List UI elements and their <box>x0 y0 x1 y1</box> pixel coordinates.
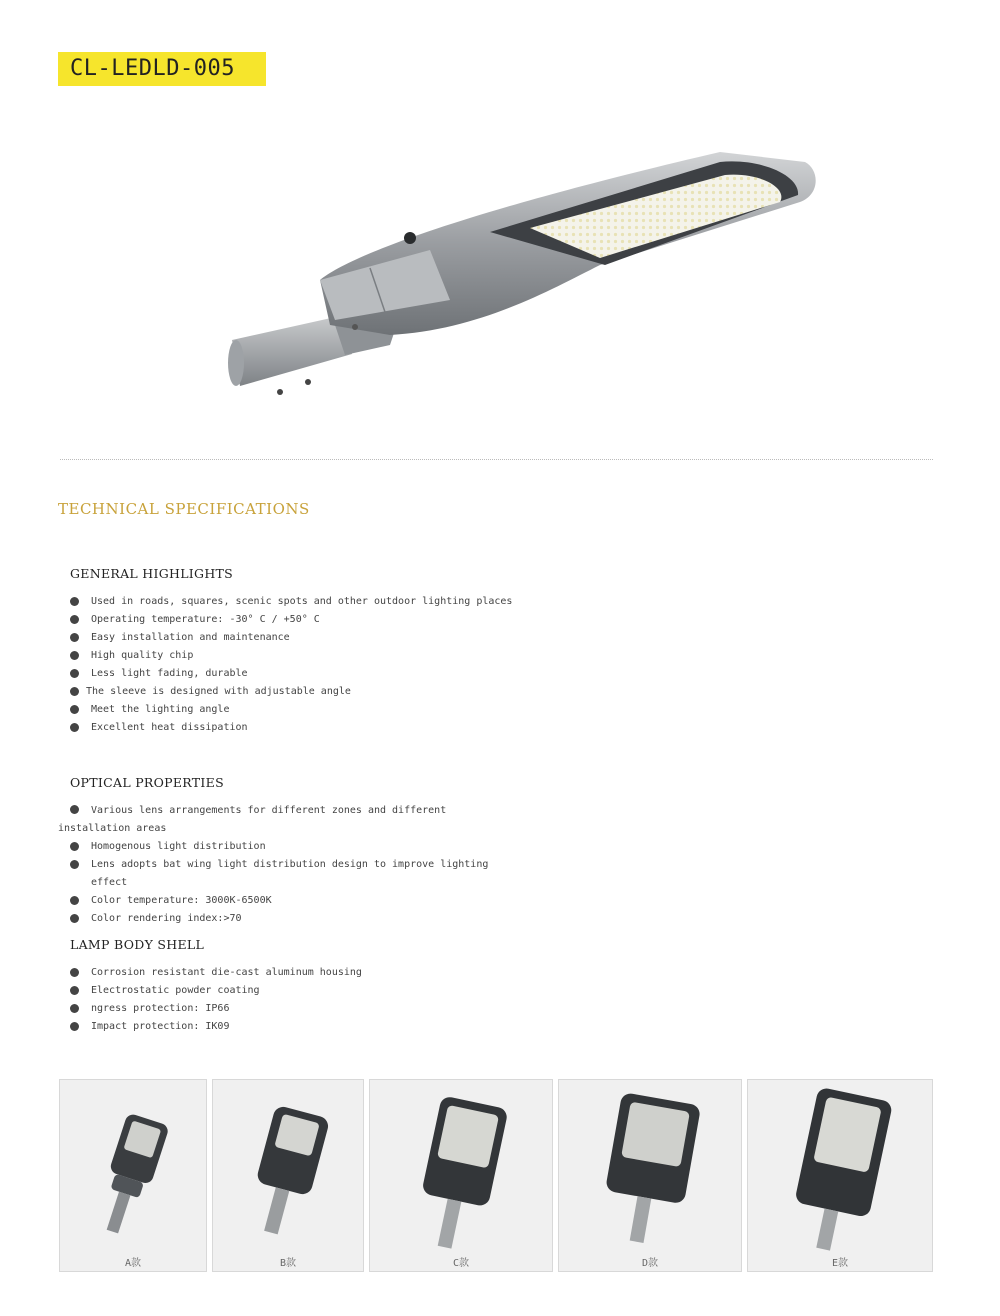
list-item: Used in roads, squares, scenic spots and other outdoor lighting places <box>70 593 530 611</box>
bullet-icon <box>70 687 79 696</box>
variant-e-label: E款 <box>831 1258 849 1269</box>
bullet-icon <box>70 705 79 714</box>
bullet-icon <box>70 669 79 678</box>
list-item: Excellent heat dissipation <box>70 719 530 737</box>
bullet-icon <box>70 986 79 995</box>
bullet-icon <box>70 896 79 905</box>
bullet-icon <box>70 968 79 977</box>
bullet-icon <box>70 615 79 624</box>
list-item: Homogenous light distribution <box>70 838 508 856</box>
general-highlights-title: GENERAL HIGHLIGHTS <box>70 566 234 581</box>
optical-properties <box>58 775 508 928</box>
list-item: Lens adopts bat wing light distribution design to improve lighting effect <box>70 856 508 892</box>
list-item: Corrosion resistant die-cast aluminum housing <box>70 964 530 982</box>
variant-b-thumbnail <box>212 1079 364 1272</box>
variant-d-label: D款 <box>641 1258 659 1269</box>
variant-c-label: C款 <box>452 1258 470 1269</box>
bullet-icon <box>70 651 79 660</box>
lamp-body-shell-title: LAMP BODY SHELL <box>70 937 205 952</box>
variant-gallery <box>0 1079 1000 1272</box>
list-item: The sleeve is designed with adjustable angle <box>70 683 530 701</box>
bullet-icon <box>70 914 79 923</box>
list-item: Impact protection: IK09 <box>70 1018 530 1036</box>
bullet-icon <box>70 1022 79 1031</box>
list-item: Operating temperature: -30° C / +50° C <box>70 611 530 629</box>
variant-a-label: A款 <box>124 1258 142 1269</box>
list-item: Various lens arrangements for different zones and different installation areas <box>58 805 447 834</box>
section-divider <box>60 459 933 460</box>
product-hero-image <box>220 140 840 420</box>
section-title: TECHNICAL SPECIFICATIONS <box>58 500 310 518</box>
variant-c-thumbnail <box>369 1079 553 1272</box>
bullet-icon <box>70 860 79 869</box>
variant-e-thumbnail <box>747 1079 933 1272</box>
optical-properties-title: OPTICAL PROPERTIES <box>70 775 224 790</box>
bullet-icon <box>70 723 79 732</box>
model-title-badge <box>58 52 266 86</box>
list-item: Less light fading, durable <box>70 665 530 683</box>
bullet-icon <box>70 805 79 814</box>
list-item: Color temperature: 3000K-6500K <box>70 892 508 910</box>
bullet-icon <box>70 842 79 851</box>
bullet-icon <box>70 597 79 606</box>
model-title: CL-LEDLD-005 <box>70 56 235 81</box>
variant-b-label: B款 <box>279 1258 297 1269</box>
general-highlights <box>70 566 530 737</box>
bullet-icon <box>70 1004 79 1013</box>
list-item: Easy installation and maintenance <box>70 629 530 647</box>
list-item: Color rendering index:>70 <box>70 910 508 928</box>
variant-a-thumbnail <box>59 1079 207 1272</box>
list-item: ngress protection: IP66 <box>70 1000 530 1018</box>
list-item: High quality chip <box>70 647 530 665</box>
lamp-body-shell <box>70 937 530 1036</box>
list-item: Meet the lighting angle <box>70 701 530 719</box>
bullet-icon <box>70 633 79 642</box>
variant-d-thumbnail <box>558 1079 742 1272</box>
list-item: Electrostatic powder coating <box>70 982 530 1000</box>
